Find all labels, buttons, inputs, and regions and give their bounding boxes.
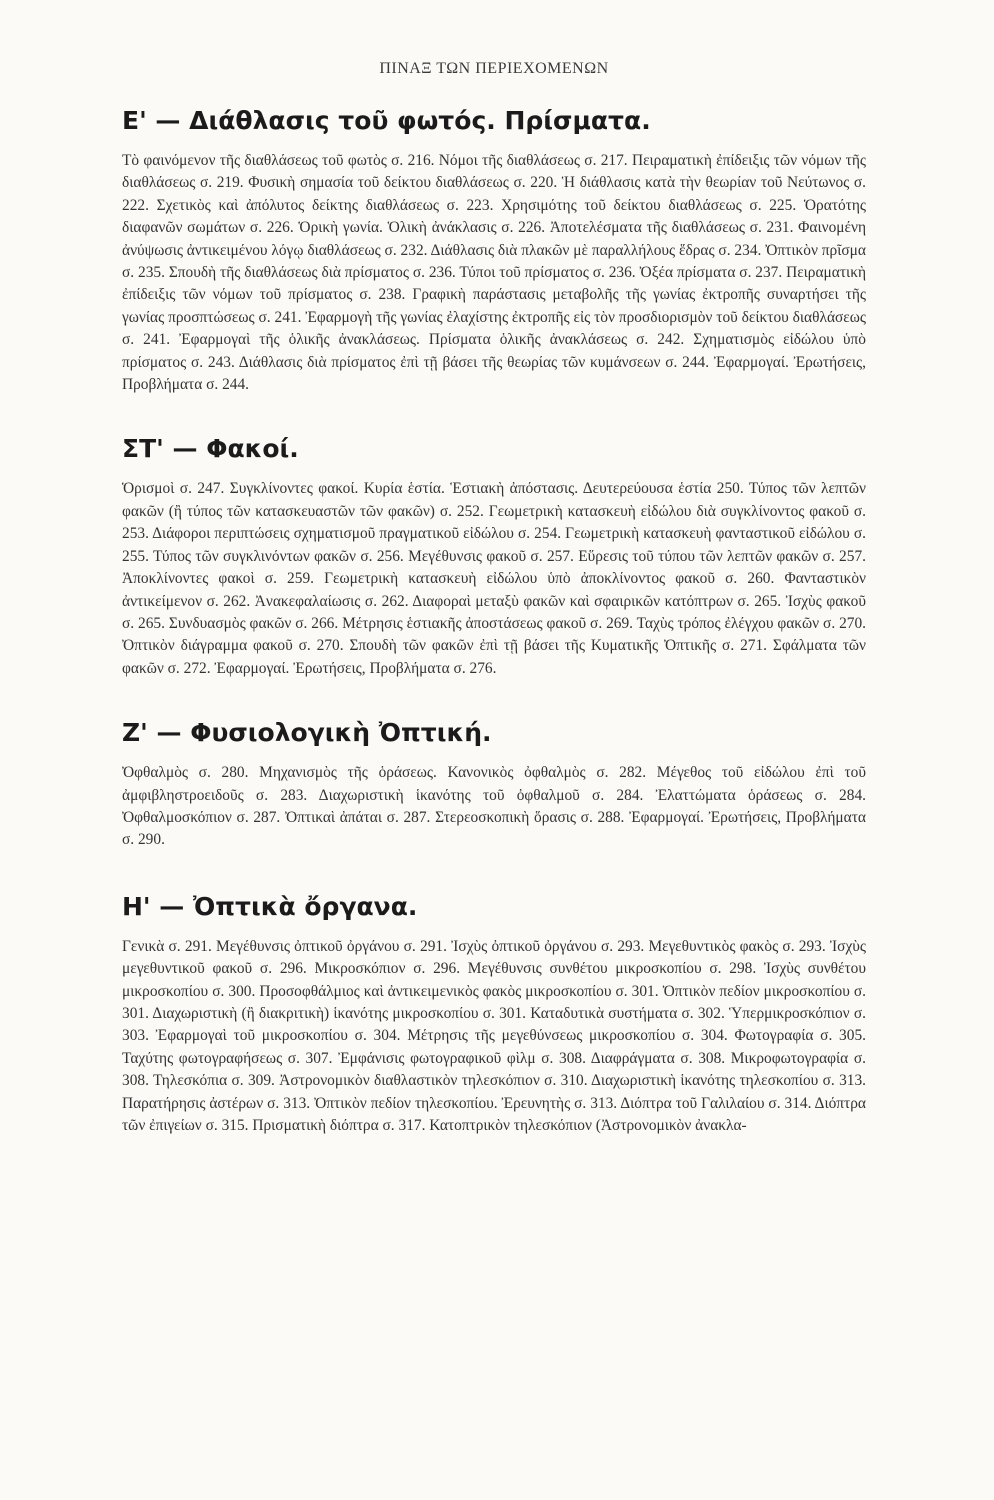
section-title: Ζ' — Φυσιολογικὴ Ὀπτική. bbox=[122, 718, 492, 748]
section-body: Τὸ φαινόμενον τῆς διαθλάσεως τοῦ φωτὸς σ. 216. Νόμοι τῆς διαθλάσεως σ. 217. Πειραματικὴ ἐπίδειξις τῶν νόμων τῆς διαθλάσεως σ. 219. Φυσικὴ σημασία τοῦ δείκτου διαθλάσεως σ. 220. Ἡ διάθλασις κατὰ τὴν θεωρίαν τοῦ Νεύτωνος σ. 222. Σχετικὸς καὶ ἀπόλυτος δείκτης διαθλάσεως σ. 223. Χρησιμότης τοῦ δείκτου διαθλάσεως σ. 225. Ὁρατότης διαφανῶν σωμάτων σ. 226. Ὁρικὴ γωνία. Ὁλικὴ ἀνάκλασις σ. 226. Ἀποτελέσματα τῆς διαθλάσεως σ. 231. Φαινομένη ἀνύψωσις ἀντικειμένου λόγῳ διαθλάσεως σ. 232. Διάθλασις διὰ πλακῶν μὲ παραλλήλους ἕδρας σ. 234. Ὀπτικὸν πρῖσμα σ. 235. Σπουδὴ τῆς διαθλάσεως διὰ πρίσματος σ. 236. Τύποι τοῦ πρίσματος σ. 236. Ὀξέα πρίσματα σ. 237. Πειραματικὴ ἐπίδειξις τῶν νόμων τοῦ πρίσματος σ. 238. Γραφικὴ παράστασις μεταβολῆς τῆς γωνίας ἐκτροπῆς συναρτήσει τῆς γωνίας προσπτώσεως σ. 241. Ἐφαρμογὴ τῆς γωνίας ἐλαχίστης ἐκτροπῆς εἰς τὸν προσδιορισμὸν τοῦ δείκτου διαθλάσεως σ. 241. Ἐφαρμογαὶ τῆς ὁλικῆς ἀνακλάσεως. Πρίσματα ὁλικῆς ἀνακλάσεως σ. 242. Σχηματισμὸς εἰδώλου ὑπὸ πρίσματος σ. 243. Διάθλασις διὰ πρίσματος ἐπὶ τῇ βάσει τῆς θεωρίας τῶν κυμάνσεων σ. 244. Ἐφαρμογαί. Ἐρωτήσεις, Προβλήματα σ. 244. bbox=[122, 152, 866, 394]
section-body: Ὁρισμοὶ σ. 247. Συγκλίνοντες φακοί. Κυρία ἑστία. Ἑστιακὴ ἀπόστασις. Δευτερεύουσα ἑστία 250. Τύπος τῶν λεπτῶν φακῶν (ἢ τύπος τῶν κατασκευαστῶν τῶν φακῶν) σ. 252. Γεωμετρικὴ κατασκευὴ εἰδώλου διὰ συγκλίνοντος φακοῦ σ. 253. Διάφοροι περιπτώσεις σχηματισμοῦ πραγματικοῦ εἰδώλου σ. 254. Γεωμετρικὴ κατασκευὴ φανταστικοῦ εἰδώλου σ. 255. Τύπος τῶν συγκλινόντων φακῶν σ. 256. Μεγέθυνσις φακοῦ σ. 257. Εὕρεσις τοῦ τύπου τῶν λεπτῶν φακῶν σ. 257. Ἀποκλίνοντες φακοὶ σ. 259. Γεωμετρικὴ κατασκευὴ εἰδώλου ὑπὸ ἀποκλίνοντος φακοῦ σ. 260. Φανταστικὸν ἀντικείμενον σ. 262. Ἀνακεφαλαίωσις σ. 262. Διαφοραὶ μεταξὺ φακῶν καὶ σφαιρικῶν κατόπτρων σ. 265. Ἰσχὺς φακοῦ σ. 265. Συνδυασμὸς φακῶν σ. 266. Μέτρησις ἑστιακῆς ἀποστάσεως φακοῦ σ. 269. Ταχὺς τρόπος ἐλέγχου φακῶν σ. 270. Ὀπτικὸν διάγραμμα φακοῦ σ. 270. Σπουδὴ τῶν φακῶν ἐπὶ τῇ βάσει τῆς Κυματικῆς Ὀπτικῆς σ. 271. Σφάλματα τῶν φακῶν σ. 272. Ἐφαρμογαί. Ἐρωτήσεις, Προβλήματα σ. 276. bbox=[122, 480, 866, 677]
section-e bbox=[122, 106, 866, 396]
section-st bbox=[122, 434, 866, 680]
section-title: ΣΤ' — Φακοί. bbox=[122, 434, 299, 464]
running-head: ΠΙΝΑΞ ΤΩΝ ΠΕΡΙΕΧΟΜΕΝΩΝ bbox=[379, 60, 609, 77]
section-z bbox=[122, 718, 866, 852]
section-h bbox=[122, 892, 866, 1138]
section-title: Η' — Ὀπτικὰ ὄργανα. bbox=[122, 891, 418, 921]
section-title: Ε' — Διάθλασις τοῦ φωτός. Πρίσματα. bbox=[122, 106, 651, 135]
section-body: Γενικὰ σ. 291. Μεγέθυνσις ὀπτικοῦ ὀργάνου σ. 291. Ἰσχὺς ὀπτικοῦ ὀργάνου σ. 293. Μεγεθυντικὸς φακὸς σ. 293. Ἰσχὺς μεγεθυντικοῦ φακοῦ σ. 296. Μικροσκόπιον σ. 296. Μεγέθυνσις συνθέτου μικροσκοπίου σ. 298. Ἰσχὺς συνθέτου μικροσκοπίου σ. 300. Προσοφθάλμιος καὶ ἀντικειμενικὸς φακὸς μικροσκοπίου σ. 301. Ὀπτικὸν πεδίον μικροσκοπίου σ. 301. Διαχωριστικὴ (ἢ διακριτικὴ) ἱκανότης μικροσκοπίου σ. 301. Καταδυτικὰ συστήματα σ. 302. Ὑπερμικροσκόπιον σ. 303. Ἐφαρμογαὶ τοῦ μικροσκοπίου σ. 304. Μέτρησις τῆς μεγεθύνσεως μικροσκοπίου σ. 304. Φωτογραφία σ. 305. Ταχύτης φωτογραφήσεως σ. 307. Ἐμφάνισις φωτογραφικοῦ φὶλμ σ. 308. Διαφράγματα σ. 308. Μικροφωτογραφία σ. 308. Τηλεσκόπια σ. 309. Ἀστρονομικὸν διαθλαστικὸν τηλεσκόπιον σ. 310. Διαχωριστικὴ ἱκανότης τηλεσκοπίου σ. 313. Παρατήρησις ἀστέρων σ. 313. Ὀπτικὸν πεδίον τηλεσκοπίου. Ἐρευνητὴς σ. 313. Διόπτρα τοῦ Γαλιλαίου σ. 314. Διόπτρα τῶν ἐπιγείων σ. 315. Πρισματικὴ διόπτρα σ. 317. Κατοπτρικὸν τηλεσκόπιον (Ἀστρονομικὸν ἀνακλα- bbox=[122, 937, 866, 1134]
section-body: Ὀφθαλμὸς σ. 280. Μηχανισμὸς τῆς ὁράσεως. Κανονικὸς ὀφθαλμὸς σ. 282. Μέγεθος τοῦ εἰδώλου ἐπὶ τοῦ ἀμφιβληστροειδοῦς σ. 283. Διαχωριστικὴ ἱκανότης τοῦ ὀφθαλμοῦ σ. 284. Ἐλαττώματα ὁράσεως σ. 284. Ὀφθαλμοσκόπιον σ. 287. Ὀπτικαὶ ἀπάται σ. 287. Στερεοσκοπικὴ ὅρασις σ. 288. Ἐφαρμογαί. Ἐρωτήσεις, Προβλήματα σ. 290. bbox=[122, 764, 866, 849]
